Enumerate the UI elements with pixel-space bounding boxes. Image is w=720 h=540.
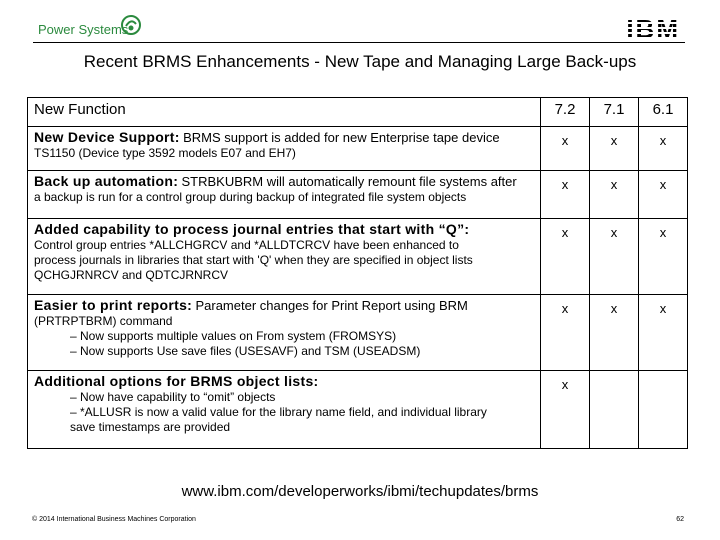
- col-header-61: 6.1: [639, 98, 688, 127]
- footer-url: www.ibm.com/developerworks/ibmi/techupdates/brms: [181, 483, 539, 500]
- function-bullet: – Now have capability to “omit” objects: [70, 390, 276, 404]
- copyright: © 2014 International Business Machines Corporation: [32, 516, 196, 523]
- function-text-line: (PRTRPTBRM) command: [34, 314, 173, 328]
- header-rule: [33, 42, 685, 43]
- support-mark: x: [639, 127, 688, 171]
- function-heading: Easier to print reports:: [34, 297, 193, 313]
- col-header-72: 7.2: [541, 98, 590, 127]
- function-text-line: process journals in libraries that start with 'Q' when they are specified in object lists: [34, 253, 473, 267]
- power-systems-logo: [36, 12, 146, 42]
- col-header-function: New Function: [28, 98, 541, 127]
- support-mark: x: [541, 219, 590, 295]
- function-text-line: Control group entries *ALLCHGRCV and *ALLDTCRCV have been enhanced to: [34, 238, 459, 252]
- table-row: [28, 171, 688, 219]
- support-mark: x: [541, 171, 590, 219]
- function-bullet: – Now supports Use save files (USESAVF) and TSM (USEADSM): [70, 344, 421, 358]
- support-mark: x: [541, 295, 590, 371]
- table-row: [28, 127, 688, 171]
- function-bullet: save timestamps are provided: [70, 420, 231, 434]
- page-title: Recent BRMS Enhancements - New Tape and Managing Large Back-ups: [83, 52, 637, 71]
- function-heading: New Device Support:: [34, 129, 180, 145]
- support-mark: x: [590, 127, 639, 171]
- logo-text: Power Systems: [38, 22, 129, 37]
- function-bullet: – Now supports multiple values on From system (FROMSYS): [70, 329, 397, 343]
- function-description: [28, 219, 541, 295]
- support-mark: x: [541, 127, 590, 171]
- col-header-71: 7.1: [590, 98, 639, 127]
- support-mark: x: [590, 171, 639, 219]
- function-lead-text: BRMS support is added for new Enterprise tape device: [183, 130, 500, 145]
- support-mark: x: [639, 171, 688, 219]
- table-row: [28, 295, 688, 371]
- page-number: 62: [676, 516, 684, 523]
- support-mark: x: [590, 219, 639, 295]
- function-description: [28, 371, 541, 449]
- function-heading: Added capability to process journal entries that start with “Q”:: [34, 221, 470, 237]
- ibm-logo: IBM: [626, 14, 680, 44]
- enhancements-table: [27, 97, 688, 449]
- support-mark: x: [590, 295, 639, 371]
- function-description: [28, 295, 541, 371]
- support-mark: [590, 371, 639, 449]
- support-mark: x: [639, 295, 688, 371]
- function-description: [28, 127, 541, 171]
- table-row: [28, 371, 688, 449]
- table-header-row: [28, 98, 688, 127]
- function-text-line: TS1150 (Device type 3592 models E07 and EH7): [34, 146, 296, 160]
- support-mark: [639, 371, 688, 449]
- function-description: [28, 171, 541, 219]
- function-text-line: QCHGJRNRCV and QDTCJRNRCV: [34, 268, 229, 282]
- function-heading: Back up automation:: [34, 173, 179, 189]
- support-mark: x: [639, 219, 688, 295]
- support-mark: x: [541, 371, 590, 449]
- function-bullet: – *ALLUSR is now a valid value for the library name field, and individual library: [70, 405, 487, 419]
- power-systems-emblem-icon: [120, 14, 142, 36]
- function-lead-text: Parameter changes for Print Report using BRM: [195, 298, 468, 313]
- table-row: [28, 219, 688, 295]
- function-heading: Additional options for BRMS object lists:: [34, 373, 319, 389]
- function-text-line: a backup is run for a control group during backup of integrated file system objects: [34, 190, 467, 204]
- function-lead-text: STRBKUBRM will automatically remount file systems after: [181, 174, 517, 189]
